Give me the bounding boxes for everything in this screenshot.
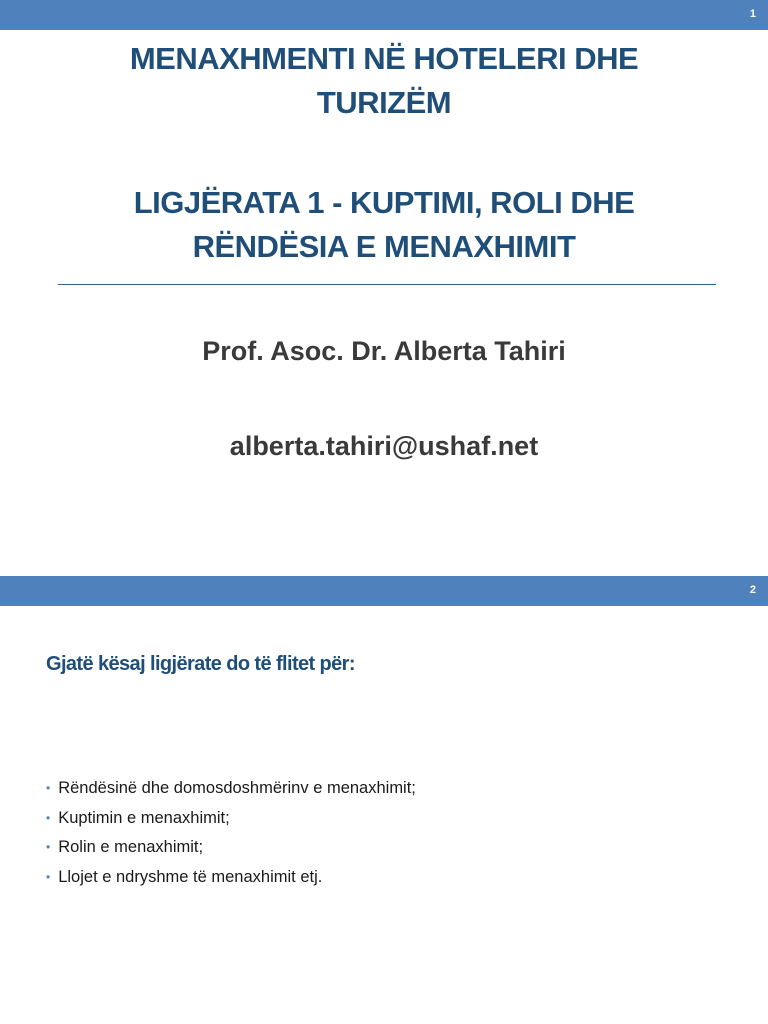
list-item-text: Rolin e menaxhimit; [58,838,204,856]
list-item-text: Llojet e ndryshme të menaxhimit etj. [58,867,323,886]
list-item [46,804,416,834]
list-item-text: Kuptimin e menaxhimit; [58,808,230,827]
slide-header-bar [0,576,768,606]
bullet-icon: • [46,869,51,884]
bullet-icon: • [46,810,51,825]
course-title-line-1: MENAXHMENTI NË HOTELERI DHE [129,41,639,76]
bullet-icon: • [46,840,51,854]
lecture-title [40,181,728,269]
author-name: Prof. Asoc. Dr. Alberta Tahiri [202,336,566,366]
list-item-text: Rëndësinë dhe domosdoshmërinv e menaxhimit; [58,779,416,797]
author-email: alberta.tahiri@ushaf.net [229,431,539,461]
bullet-list [46,774,416,892]
slide-number: 1 [749,8,756,20]
list-item [46,833,416,863]
list-item [46,774,416,804]
lecture-title-line-2: RËNDËSIA E MENAXHIMIT [192,229,576,264]
title-divider [58,284,716,285]
slide-2 [0,576,768,1024]
slide-heading: Gjatë kësaj ligjërate do të flitet për: [46,653,355,675]
bullet-icon: • [46,781,51,795]
lecture-title-line-1: LIGJËRATA 1 - KUPTIMI, ROLI DHE [133,185,635,220]
slide-header-bar [0,0,768,30]
slide-number: 2 [749,584,756,596]
course-title [40,37,728,125]
course-title-line-2: TURIZËM [316,85,452,120]
list-item [46,863,416,893]
